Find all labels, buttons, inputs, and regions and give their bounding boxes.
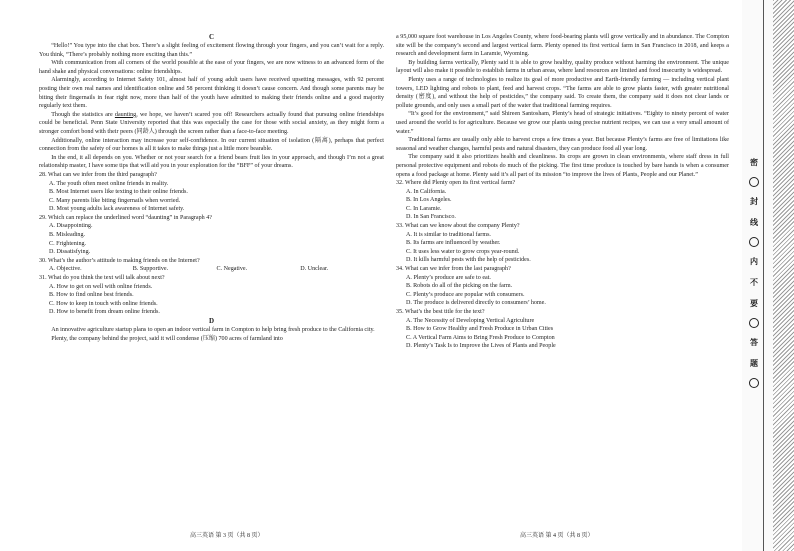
option-31a: A. How to get on well with online friends. (49, 283, 153, 290)
paragraph-c4: Though the statistics are daunting, we hope, we haven’t scared you off! Researchers actually found that pursuing online friendships could be beneficial. Penn State University reported that this was especially the case for those with social anxiety, as they might form a stronger comfort bond with their peers (同龄人) through the screen rather than a face-to-face meeting. (39, 111, 384, 135)
paragraph-d5: “It’s good for the environment,” said Shireen Santosham, Plenty’s head of strategic initiatives. “Eighty to ninety percent of water used around the world is for agriculture. Because we grow our plants using precise nutrient recipes, we can use a very small amount of water.” (396, 111, 729, 135)
paragraph-d7: The company said it also prioritizes health and cleanliness. Its crops are grown in clean environments, where staff dress in full personal protective equipment and robots do much of the picking. The first time produce is touched by bare hands is when a consumer opens a food package at home. Plenty said it’s all part of its mission “to improve the lives of Plants, People and our Planet.” (396, 154, 729, 178)
options-30 (39, 265, 384, 274)
seal-char: 要 (750, 299, 758, 308)
binding-hatch (773, 0, 794, 551)
option-34b: B. Robots do all of the picking on the farm. (406, 283, 513, 290)
paragraph-c5: Additionally, online interaction may increase your self-confidence. In our current situation of isolation (隔离), perhaps that perfect connection from the safety of our homes is all it takes to make things just a little more bearable. (39, 137, 384, 153)
seal-line (763, 0, 764, 551)
option-34d: D. The produce is delivered directly to consumers’ home. (406, 300, 546, 307)
option-31d: D. How to benefit from dream online friends. (49, 309, 160, 316)
seal-char: 内 (750, 257, 758, 266)
seal-char: 答 (750, 338, 758, 347)
right-column (396, 33, 729, 351)
option-35d: D. Plenty’s Task Is to Improve the Lives of Plants and People (406, 343, 556, 350)
option-29d: D. Dissatisfying. (49, 249, 91, 256)
option-30c: C. Negative. (216, 266, 248, 273)
paragraph-d3: By building farms vertically, Plenty said it is able to grow healthy, quality produce without harming the environment. The unique layout will also make it possible to establish farms in urban areas, where land resources are limited and food insecurity is widespread. (396, 59, 729, 75)
option-29b: B. Misleading. (49, 232, 86, 239)
option-35c: C. A Vertical Farm Aims to Bring Fresh Produce to Compton (406, 334, 555, 341)
option-34c: C. Plenty’s produce are popular with consumers. (406, 291, 525, 298)
option-28a: A. The youth often meet online friends in reality. (49, 180, 169, 187)
option-33b: B. Its farms are influenced by weather. (406, 240, 501, 247)
question-34: 34. What can we infer from the last paragraph? (396, 266, 511, 273)
seal-circle-mark (749, 378, 759, 388)
option-33d: D. It kills harmful pests with the help of pesticides. (406, 257, 531, 264)
question-31: 31. What do you think the text will talk about next? (39, 275, 165, 282)
option-35a: A. The Necessity of Developing Vertical Agriculture (406, 317, 535, 324)
seal-char: 密 (750, 158, 758, 167)
paragraph-c6: In the end, it all depends on you. Whether or not your search for a friend bears fruit lies in your approach, and though I’m not a great relationship master, I have some tips that will aid you in your exploration for the “BFF” of your dreams. (39, 154, 384, 170)
section-d-title: D (208, 317, 215, 325)
option-28c: C. Many parents like biting fingernails when worried. (49, 197, 181, 204)
underlined-word: daunting (114, 111, 137, 118)
option-33c: C. It uses less water to grow crops year-round. (406, 248, 520, 255)
question-30: 30. What’s the author’s attitude to making friends on the Internet? (39, 257, 200, 264)
seal-circle-mark (749, 177, 759, 187)
option-31c: C. How to keep in touch with online friends. (49, 300, 158, 307)
question-28: 28. What can we infer from the third paragraph? (39, 171, 157, 178)
option-34a: A. Plenty’s produce are safe to eat. (406, 274, 491, 281)
seal-char: 不 (750, 278, 758, 287)
question-32: 32. Where did Plenty open its first vertical farm? (396, 180, 516, 187)
paragraph-d4: Plenty uses a range of technologies to realize its goal of more productive and Earth-friendly farming — including vertical plant towers, LED lighting and robots to plant, feed and harvest crops. “The farms are able to grow plants faster, with greater nutritional density (密度), and without the help of pesticides,” the company said. To create them, the company said it does not clear lands or pollute grounds, and only uses a small part of the water that traditional farming requires. (396, 76, 729, 109)
seal-char: 封 (750, 197, 758, 206)
option-35b: B. How to Grow Healthy and Fresh Produce in Urban Cities (406, 326, 554, 333)
seal-line-notice (747, 152, 761, 392)
question-35: 35. What’s the best title for the text? (396, 309, 485, 315)
seal-circle-mark (749, 237, 759, 247)
option-32a: A. In California. (406, 188, 447, 195)
option-30a: A. Objective. (49, 266, 82, 273)
paragraph-c1: “Hello!” You type into the chat box. There’s a slight feeling of excitement flowing through your fingers, and you can’t wait for a reply. You think, “There’s probably nothing more exciting than this.” (39, 43, 384, 58)
option-32b: B. In Los Angeles. (406, 197, 452, 204)
paragraph-d6: Traditional farms are usually only able to harvest crops a few times a year. But because Plenty’s farms are free of limitations like seasonal and weather changes, harmful pests and natural disasters, they can produce food all year long. (396, 137, 729, 152)
option-30b: B. Supportive. (132, 266, 169, 273)
option-31b: B. How to find online best friends. (49, 292, 134, 299)
section-c-title: C (208, 33, 215, 41)
question-29: 29. Which can replace the underlined word “daunting” in Paragraph 4? (39, 214, 212, 221)
question-33: 33. What can we know about the company Plenty? (396, 223, 520, 230)
paragraph-c2: With communication from all corners of the world possible at the ease of your fingers, we are now witness to an advanced form of the hand shake and physical conversations: online friendships. (39, 60, 384, 75)
paragraph-d1: An innovative agriculture startup plans to open an indoor vertical farm in Compton to help bring fresh produce to the California city. (51, 327, 375, 333)
option-32c: C. In Laramie. (406, 205, 442, 212)
option-28b: B. Most Internet users like texting to their online friends. (49, 189, 188, 196)
seal-char: 线 (750, 218, 758, 227)
option-30d: D. Unclear. (300, 266, 329, 273)
left-column (39, 33, 384, 343)
option-29a: A. Disappointing. (49, 223, 93, 230)
paragraph-d2-cont: a 95,000 square foot warehouse in Los Angeles County, where food-bearing plants will grow vertically and in abundance. The Compton site will be the company’s second and largest vertical farm. Plenty opened its first vertical farm in San Francisco in 2018, and keeps a research and development farm in Laramie, Wyoming. (396, 34, 729, 58)
seal-circle-mark (749, 318, 759, 328)
page-footer-right: 高三英语 第 4 页（共 8 页） (520, 533, 594, 539)
option-33a: A. It is similar to traditional farms. (406, 231, 491, 238)
seal-char: 题 (750, 359, 758, 368)
option-29c: C. Frightening. (49, 240, 87, 247)
paragraph-d2: Plenty, the company behind the project, said it will condense (压缩) 700 acres of farmland into (51, 335, 283, 342)
paragraph-c3: Alarmingly, according to Internet Safety 101, almost half of young adult users have received upsetting messages, with 92 percent posting their own real names and identification online and 58 percent thinking it doesn’t cause concern. And though some parents may be biting their fingernails in fear right now, more than half of the youth have admitted to making their friends online and a good majority regularly text them. (39, 77, 384, 110)
option-28d: D. Most young adults lack awareness of Internet safety. (49, 206, 185, 213)
option-32d: D. In San Francisco. (406, 214, 456, 221)
page-footer-left: 高三英语 第 3 页（共 8 页） (190, 533, 264, 539)
